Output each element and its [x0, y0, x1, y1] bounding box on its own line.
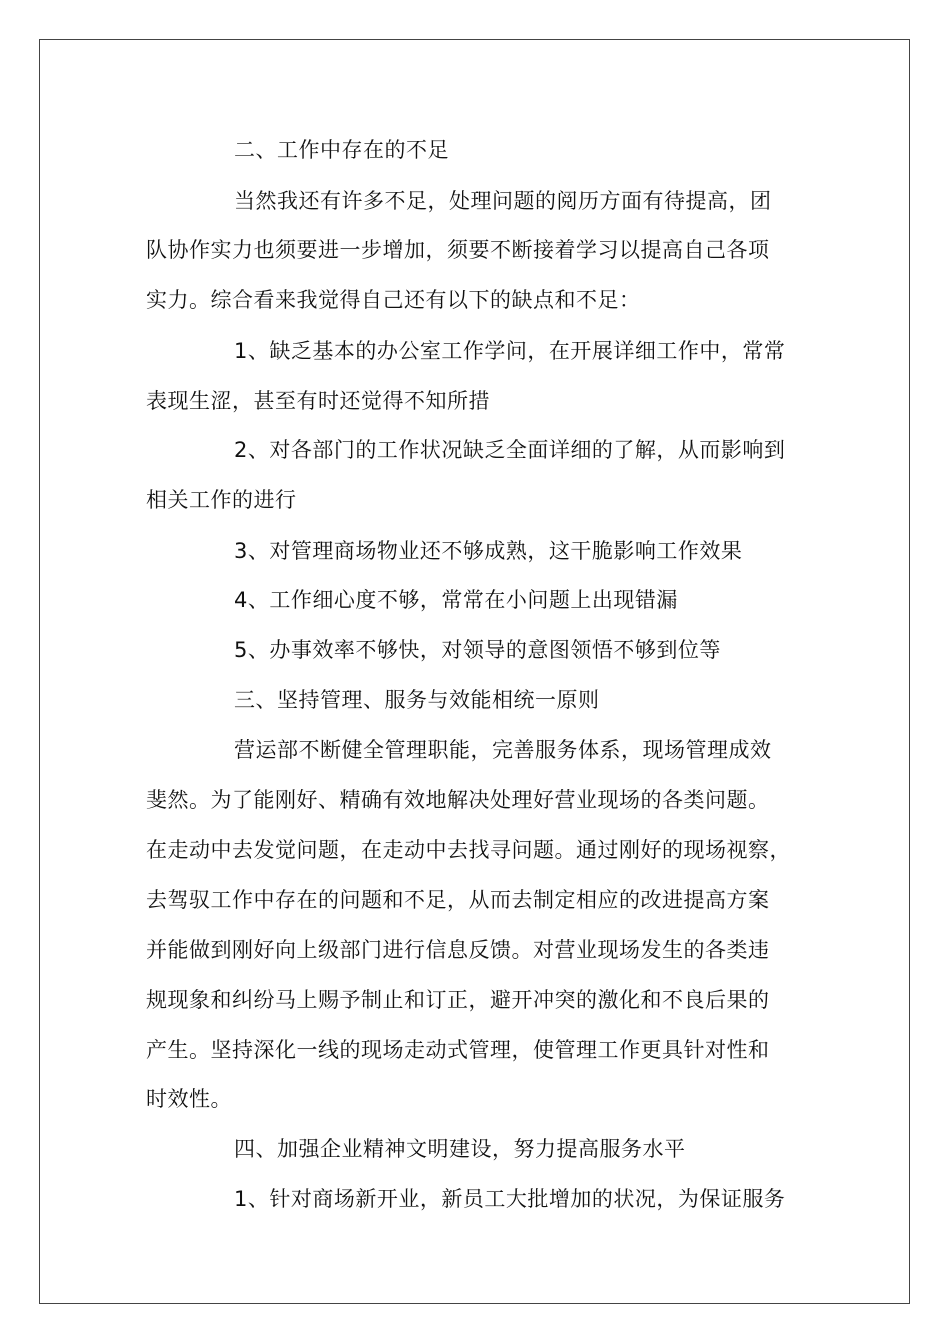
- list-item-1: 1、针对商场新开业，新员工大批增加的状况，为保证服务: [234, 1187, 786, 1211]
- paragraph-line: 产生。坚持深化一线的现场走动式管理，使管理工作更具针对性和: [146, 1038, 770, 1062]
- list-item-1: 1、缺乏基本的办公室工作学问，在开展详细工作中，常常: [234, 339, 786, 363]
- paragraph-line: 时效性。: [146, 1087, 232, 1111]
- list-item-3: 3、对管理商场物业还不够成熟，这干脆影响工作效果: [234, 539, 743, 563]
- page-border: [39, 39, 910, 1304]
- paragraph-line: 表现生涩，甚至有时还觉得不知所措: [146, 389, 490, 413]
- paragraph-line: 规现象和纠纷马上赐予制止和订正，避开冲突的激化和不良后果的: [146, 988, 770, 1012]
- paragraph-line: 并能做到刚好向上级部门进行信息反馈。对营业现场发生的各类违: [146, 938, 770, 962]
- paragraph-line: 实力。综合看来我觉得自己还有以下的缺点和不足：: [146, 288, 641, 312]
- paragraph-line: 在走动中去发觉问题，在走动中去找寻问题。通过刚好的现场视察，: [146, 838, 791, 862]
- paragraph-line: 斐然。为了能刚好、精确有效地解决处理好营业现场的各类问题。: [146, 788, 770, 812]
- list-item-4: 4、工作细心度不够，常常在小问题上出现错漏: [234, 588, 678, 612]
- list-item-2: 2、对各部门的工作状况缺乏全面详细的了解，从而影响到: [234, 438, 786, 462]
- paragraph-line: 队协作实力也须要进一步增加，须要不断接着学习以提高自己各项: [146, 238, 770, 262]
- paragraph-line: 营运部不断健全管理职能，完善服务体系，现场管理成效: [234, 738, 772, 762]
- paragraph-line: 相关工作的进行: [146, 488, 297, 512]
- heading-section-4: 四、加强企业精神文明建设，努力提高服务水平: [234, 1137, 686, 1161]
- paragraph-line: 当然我还有许多不足，处理问题的阅历方面有待提高，团: [234, 189, 772, 213]
- heading-section-2: 二、工作中存在的不足: [234, 138, 449, 162]
- paragraph-line: 去驾驭工作中存在的问题和不足，从而去制定相应的改进提高方案: [146, 888, 770, 912]
- list-item-5: 5、办事效率不够快，对领导的意图领悟不够到位等: [234, 638, 721, 662]
- heading-section-3: 三、坚持管理、服务与效能相统一原则: [234, 688, 600, 712]
